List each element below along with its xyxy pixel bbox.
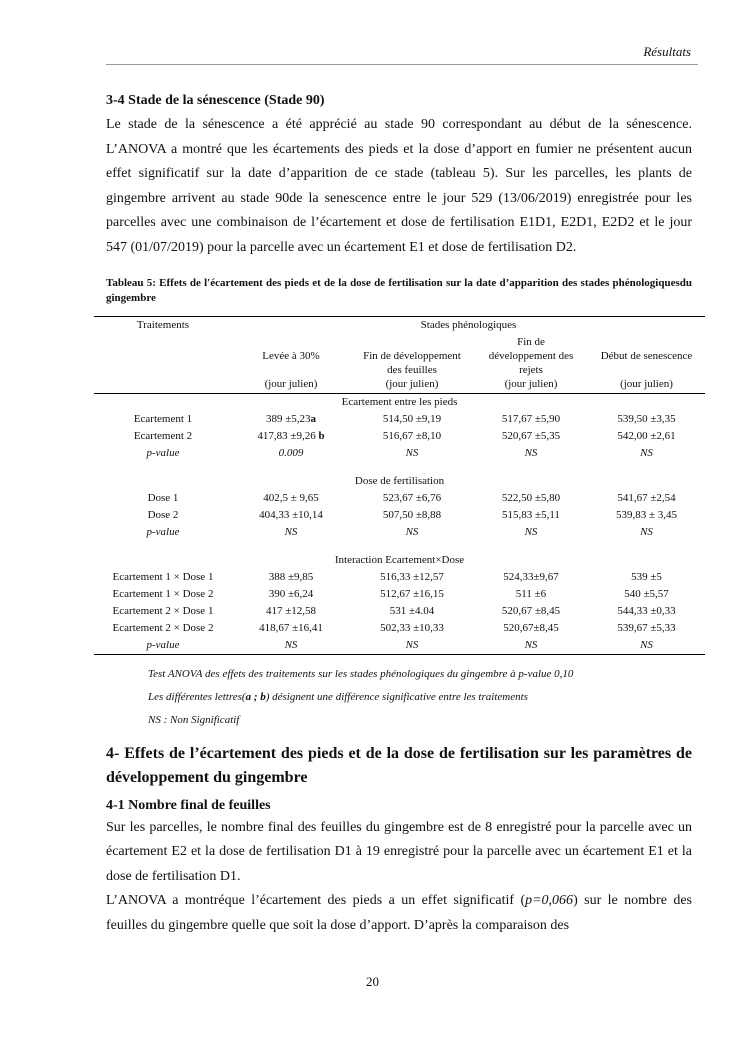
section-4-1-title: 4-1 Nombre final de feuilles [106, 797, 271, 813]
table-row: Ecartement 2 × Dose 1 417 ±12,58 531 ±4.04 520,67 ±8,45 544,33 ±0,33 [112, 605, 676, 618]
section-3-4-paragraph: Le stade de la sénescence a été apprécié au stade 90 correspondant au début de la sénescence. L’ANOVA a montré que les écartements des pieds et la dose d’apport en fumier ne présentent aucun effet significatif sur la date d’apparition de ce stade (tableau 5). Sur les parcelles, les plants de gingembre arrivent au stade 90de la senescence entre le jour 529 (13/06/2019) enregistrée pour les parcelles avec une combinaison de l’écartement et dose de fertilisation E1D1, E2D1, E2D2 et le jour 547 (01/07/2019) pour la parcelle avec un écartement E1 et dose de fertilisation D2. [106, 117, 692, 255]
header-col-1: Levée à 30% (jour julien) [232, 334, 350, 394]
table-row: Ecartement 2 × Dose 2 418,67 ±16,41 502,33 ±10,33 520,67±8,45 539,67 ±5,33 [112, 622, 676, 635]
header-treatments: Traitements [94, 316, 232, 334]
header-col-4: Début de senescence (jour julien) [588, 334, 705, 394]
header-stades: Stades phénologiques [232, 316, 705, 334]
note-letters: Les différentes lettres(a ; b) désignent une différence significative entre les traitements [148, 690, 528, 703]
page-content [106, 93, 692, 939]
header-rule [106, 64, 698, 65]
table-row: Ecartement 1 × Dose 2 390 ±6,24 512,67 ±16,15 511 ±6 540 ±5,57 [112, 588, 669, 601]
section-3-4-title: 3-4 Stade de la sénescence (Stade 90) [106, 93, 325, 108]
header-col-3: Fin de développement des rejets (jour julien) [474, 334, 588, 394]
table-header-row [94, 316, 705, 334]
page-number: 20 [366, 974, 379, 989]
table-row: Ecartement 2 417,83 ±9,26 b 516,67 ±8,10 520,67 ±5,35 542,00 ±2,61 [133, 430, 676, 443]
pvalue-row: p-value NS NS NS NS [146, 526, 653, 539]
table-caption: Tableau 5: Effets de l'écartement des pieds et de la dose de fertilisation sur la date d’apparition des stades phénologiquesdu gingembre [106, 276, 692, 304]
header-col-2: Fin de développement des feuilles (jour julien) [350, 334, 474, 394]
section-title-row: Interaction Ecartement×Dose [334, 554, 465, 567]
results-table [94, 316, 705, 655]
note-ns: NS : Non Significatif [148, 713, 240, 726]
table-row: Dose 1 402,5 ± 9,65 523,67 ±6,76 522,50 ±5,80 541,67 ±2,54 [147, 492, 676, 505]
section-title-row: Ecartement entre les pieds [341, 396, 458, 409]
running-header: Résultats [643, 44, 691, 59]
table-subheader-row [94, 334, 705, 394]
section-4-1-paragraph-1: Sur les parcelles, le nombre final des feuilles du gingembre est de 8 enregistré pour la parcelle avec un écartement E2 et la dose de fertilisation D1 à 19 enregistré pour la parcelle avec un écartement E1 et la dose de fertilisation D1. [106, 819, 692, 884]
section-4-1-paragraph-2: L’ANOVA a montréque l’écartement des pieds a un effet significatif (p=0,066) sur le nombre des feuilles du gingembre quelle que soit la dose d’apport. D’après la comparaison des [106, 893, 692, 933]
table-notes [148, 663, 692, 732]
note-anova: Test ANOVA des effets des traitements sur les stades phénologiques du gingembre à p-value 0,10 [148, 667, 574, 680]
table-row: Ecartement 1 389 ±5,23a 514,50 ±9,19 517,67 ±5,90 539,50 ±3,35 [133, 413, 676, 426]
table-row: Dose 2 404,33 ±10,14 507,50 ±8,88 515,83 ±5,11 539,83 ± 3,45 [147, 509, 678, 522]
pvalue-row: p-value 0.009 NS NS NS [146, 447, 653, 460]
pvalue-row: p-value NS NS NS NS [94, 637, 705, 655]
section-title-row: Dose de fertilisation [354, 475, 445, 488]
section-4-title: 4- Effets de l’écartement des pieds et de la dose de fertilisation sur les paramètres de développement du gingembre [106, 744, 692, 786]
table-row: Ecartement 1 × Dose 1 388 ±9,85 516,33 ±12,57 524,33±9,67 539 ±5 [112, 571, 662, 584]
